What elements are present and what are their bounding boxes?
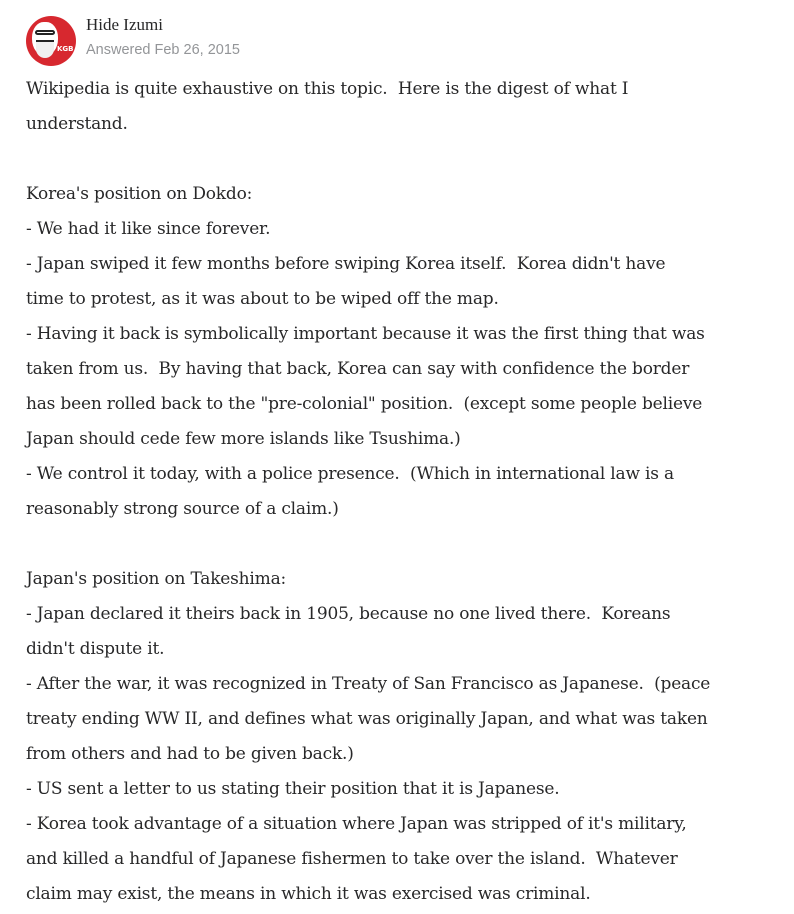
answer-line: - Korea took advantage of a situation where Japan was stripped of it's military, [26, 814, 687, 834]
answer-line: reasonably strong source of a claim.) [26, 499, 339, 519]
avatar[interactable] [26, 16, 76, 66]
answer-line: - Japan declared it theirs back in 1905, because no one lived there. Koreans [26, 604, 671, 624]
answer-line: Japan's position on Takeshima: [26, 569, 287, 589]
avatar-badge: KGB [57, 45, 74, 53]
answered-date[interactable]: Answered Feb 26, 2015 [86, 42, 240, 58]
answer-line: - Japan swiped it few months before swiping Korea itself. Korea didn't have [26, 254, 666, 274]
blank-line [26, 142, 786, 177]
answer-line: taken from us. By having that back, Korea can say with confidence the border [26, 359, 690, 379]
avatar-beard-icon [36, 40, 54, 58]
blank-line [26, 527, 786, 562]
answer-line: time to protest, as it was about to be wiped off the map. [26, 289, 499, 309]
answer-line: from others and had to be given back.) [26, 744, 354, 764]
answer-line: - We had it like since forever. [26, 219, 271, 239]
answer-card [26, 12, 786, 912]
answer-line: and killed a handful of Japanese fishermen to take over the island. Whatever [26, 849, 678, 869]
answer-line: Korea's position on Dokdo: [26, 184, 253, 204]
answer-line: - We control it today, with a police presence. (Which in international law is a [26, 464, 674, 484]
answer-line: understand. [26, 114, 128, 134]
answer-line: - US sent a letter to us stating their position that it is Japanese. [26, 779, 560, 799]
answer-line: claim may exist, the means in which it was exercised was criminal. [26, 884, 591, 904]
answer-body [26, 72, 786, 912]
answer-line: has been rolled back to the "pre-colonial" position. (except some people believe [26, 394, 703, 414]
answer-line: Wikipedia is quite exhaustive on this topic. Here is the digest of what I [26, 79, 629, 99]
answer-line: treaty ending WW II, and defines what was originally Japan, and what was taken [26, 709, 708, 729]
answer-line: Japan should cede few more islands like Tsushima.) [26, 429, 461, 449]
author-meta [86, 12, 240, 60]
answer-line: - After the war, it was recognized in Treaty of San Francisco as Japanese. (peace [26, 674, 711, 694]
avatar-glasses-icon [35, 30, 55, 35]
answer-header [26, 12, 786, 72]
answer-line: - Having it back is symbolically important because it was the first thing that was [26, 324, 705, 344]
answer-line: didn't dispute it. [26, 639, 165, 659]
author-name[interactable]: Hide Izumi [86, 15, 163, 34]
